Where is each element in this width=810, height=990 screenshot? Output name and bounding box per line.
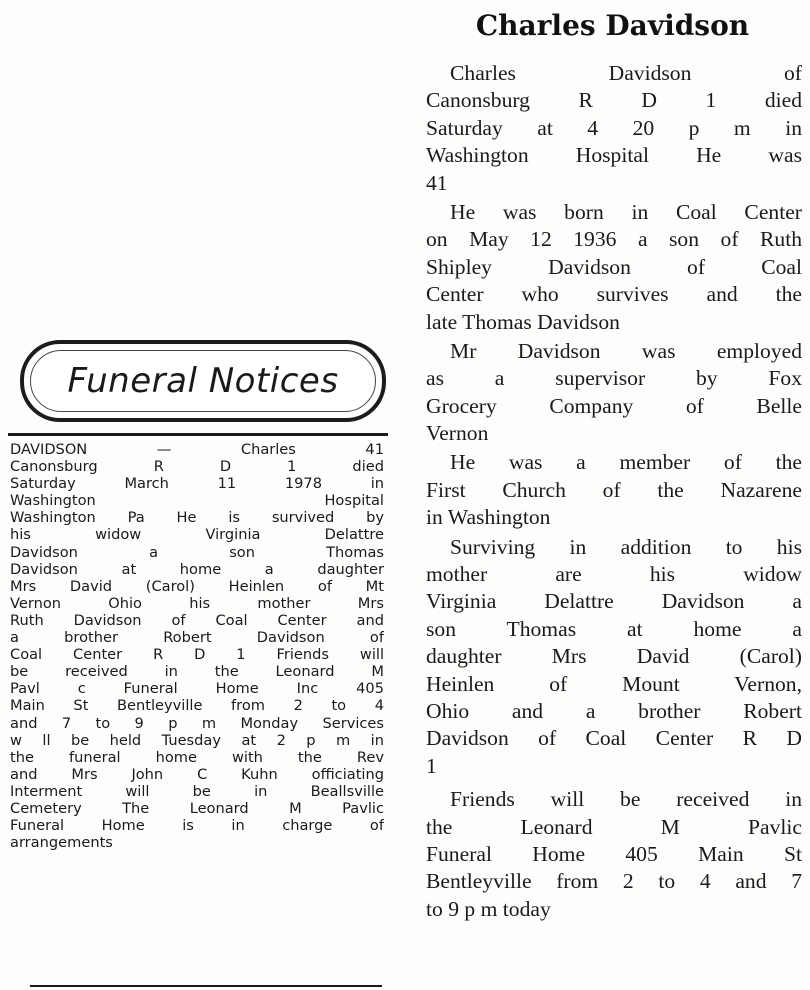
notice-line: w ll be held Tuesday at 2 p m in [10,731,384,749]
notice-line: Saturday March 11 1978 in [10,475,384,493]
notice-line: be received in the Leonard M [10,663,384,681]
article-paragraph [426,534,802,781]
article-paragraph [426,786,802,923]
article-headline: Charles Davidson [475,9,750,42]
article-line: Charles Davidson of [450,61,802,85]
obituary-article [426,60,802,923]
notice-line: Washington Pa He is survived by [10,509,384,527]
article-line: Virginia Delattre Davidson a [426,589,802,614]
notice-line: Interment will be in Beallsville [10,782,384,800]
article-line: Ohio and a brother Robert [426,698,802,723]
article-paragraph [426,338,802,448]
article-line: the Leonard M Pavlic [426,814,802,839]
article-line: to 9 p m today [426,896,551,921]
notice-line: Vernon Ohio his mother Mrs [10,594,384,612]
notice-line: Cemetery The Leonard M Pavlic [10,799,384,817]
article-line: Grocery Company of Belle [426,393,802,418]
article-line: son Thomas at home a [426,616,802,641]
notice-line: a brother Robert Davidson of [10,629,384,647]
article-line: late Thomas Davidson [426,309,620,334]
notice-line: and 7 to 9 p m Monday Services [10,714,384,732]
notice-line: Pavl c Funeral Home Inc 405 [10,680,384,698]
notice-line: Canonsburg R D 1 died [10,458,384,476]
article-line: daughter Mrs David (Carol) [426,644,802,669]
notice-line: Coal Center R D 1 Friends will [10,646,384,664]
article-line: Heinlen of Mount Vernon, [426,671,802,696]
notice-line: Mrs David (Carol) Heinlen of Mt [10,577,384,595]
funeral-notices-banner [20,340,386,422]
notice-line: his widow Virginia Delattre [10,526,384,544]
notice-line: the funeral home with the Rev [10,748,384,766]
article-line: 1 [426,753,437,778]
article-line: Washington Hospital He was [426,143,802,168]
notice-line: Main St Bentleyville from 2 to 4 [10,697,384,715]
notice-line: and Mrs John C Kuhn officiating [10,765,384,783]
article-line: Saturday at 4 20 p m in [426,115,802,140]
article-line: mother are his widow [426,562,802,587]
funeral-notices-heading: Funeral Notices [67,361,339,401]
notice-line: arrangements [10,834,113,852]
article-line: Friends will be received in [450,787,802,812]
article-line: as a supervisor by Fox [426,366,802,391]
article-line: First Church of the Nazarene [426,477,802,502]
funeral-notice-entry [10,441,384,851]
article-line: Center who survives and the [426,282,802,307]
article-line: He was born in Coal Center [450,199,802,224]
article-line: Davidson of Coal Center R D [426,726,802,751]
article-paragraph [426,199,802,336]
notice-line: Funeral Home is in charge of [10,817,384,835]
notice-line: Davidson at home a daughter [10,560,384,578]
article-line: Funeral Home 405 Main St [426,841,802,866]
notice-line: Ruth Davidson of Coal Center and [10,611,384,629]
notice-line: DAVIDSON — Charles 41 [10,441,384,458]
article-line: Canonsburg R D 1 died [426,88,802,113]
article-line: Shipley Davidson of Coal [426,254,802,279]
article-line: Vernon [426,421,489,446]
article-line: 41 [426,170,448,195]
article-line: Mr Davidson was employed [450,338,802,363]
article-line: He was a member of the [450,450,802,475]
article-line: Surviving in addition to his [450,534,802,559]
article-line: Bentleyville from 2 to 4 and 7 [426,869,802,894]
article-paragraph [426,60,802,197]
notice-line: Davidson a son Thomas [10,543,384,561]
article-paragraph [426,449,802,531]
article-line: on May 12 1936 a son of Ruth [426,227,802,252]
bottom-divider [30,985,382,987]
article-line: in Washington [426,505,551,530]
notice-line: Washington Hospital [10,492,384,510]
section-divider [8,433,388,436]
